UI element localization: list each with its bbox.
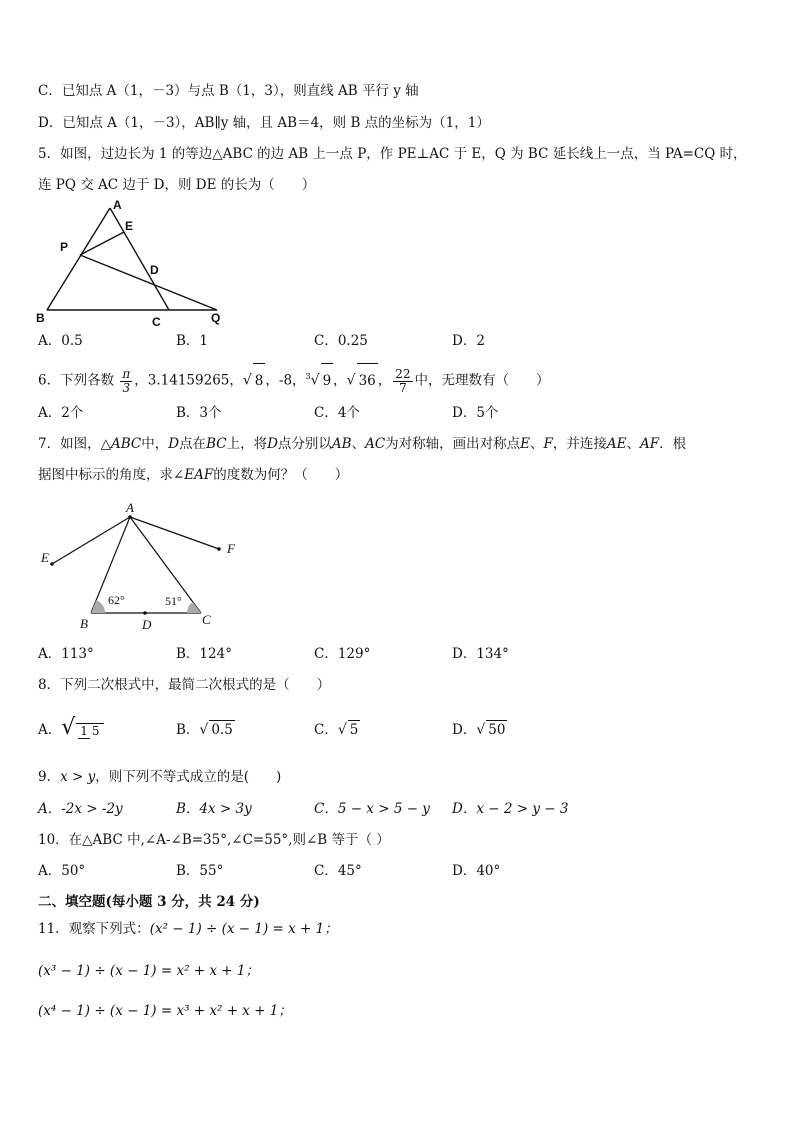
q11-line1 (38, 920, 338, 938)
q8-option-b-label: B． (176, 722, 200, 738)
q6-part3: ，-8， (265, 372, 306, 389)
q11-eq3: (x⁴ − 1) ÷ (x − 1) = x³ + x² + x + 1； (38, 1003, 292, 1019)
q11-prefix: 11．观察下列式： (38, 921, 150, 937)
q7-segment-bc: BC (206, 436, 227, 452)
q7-text: 据图中标示的角度，求 (38, 467, 173, 483)
q10-option-d: D．40° (452, 863, 501, 879)
q7-fig-label-e: E (41, 550, 49, 565)
q8-option-a (38, 708, 106, 750)
q8-option-b-radicand: 0.5 (211, 722, 233, 738)
q6-option-c: C．4个 (314, 405, 360, 421)
q6-option-a: A．2个 (38, 405, 84, 421)
q7-text: 、 (530, 436, 544, 452)
q8-option-a-den: 5 (91, 724, 100, 738)
q7-segment-ae: AE (606, 436, 627, 452)
q8-option-c-label: C． (314, 722, 338, 738)
q10-option-a: A．50° (38, 863, 86, 879)
radical-sign-icon: √ (199, 722, 209, 738)
q7-text: 中， (141, 436, 169, 452)
q9-stem (38, 768, 281, 786)
q7-point-d: D (168, 436, 180, 452)
q7-text: 上，将 (226, 436, 268, 452)
q5-stem-line2: 连 PQ 交 AC 边于 D，则 DE 的长为（ ） (38, 177, 316, 193)
q7-fig-label-a: A (126, 500, 134, 515)
q6-three: 3 (122, 380, 131, 395)
q6-suffix: 中，无理数有（ ） (414, 372, 550, 389)
q7-fig-angle-62: 62° (108, 593, 125, 607)
q7-option-d: D．134° (452, 646, 509, 662)
radical-sign-icon: √ (310, 372, 320, 389)
q9-option-d: D．x − 2 > y − 3 (452, 801, 569, 817)
q4-option-c: C．已知点 A（1，－3）与点 B（1，3），则直线 AB 平行 y 轴 (38, 83, 419, 99)
q8-option-a-num: 1 (80, 724, 88, 738)
q7-figure (30, 496, 250, 634)
q9-condition: x > y (60, 769, 96, 785)
q8-option-c (314, 720, 360, 739)
q6-part2: ，3.14159265， (134, 372, 243, 389)
radical-sign-icon: √ (476, 722, 486, 738)
q7-option-c: C．129° (314, 646, 371, 662)
q6-pi-over-3 (120, 368, 132, 395)
q9-option-b: B．4x > 3y (176, 801, 252, 817)
radical-sign-icon: √ (242, 372, 252, 389)
q7-option-a: A．113° (38, 646, 94, 662)
q6-sqrt8: 8 (253, 363, 266, 398)
q7-text: ．根 (659, 436, 687, 452)
q5-label-q: Q (211, 311, 221, 325)
q7-point-d: D (267, 436, 278, 452)
q5-option-c: C．0.25 (314, 333, 368, 349)
q7-stem-line1 (38, 435, 686, 453)
q7-fig-label-c: C (202, 612, 211, 627)
q6-option-b: B．3个 (176, 405, 222, 421)
q10-stem: 10．在△ABC 中,∠A-∠B=35°,∠C=55°,则∠B 等于（ ） (38, 832, 390, 848)
q7-stem-line2 (38, 466, 348, 484)
q7-option-b: B．124° (176, 646, 232, 662)
q5-label-a: A (113, 198, 122, 212)
q5-triangle-figure (30, 194, 230, 326)
q7-text: ，并连接 (552, 436, 607, 452)
radical-sign-icon: √ (337, 722, 347, 738)
q6-prefix: 6．下列各数 (38, 372, 115, 389)
q8-option-b (176, 720, 235, 739)
q8-option-d-radicand: 50 (488, 722, 506, 738)
q5-label-e: E (125, 219, 134, 233)
q6-stem: 6．下列各数 $\frac{\pi}{3}$ ，3.14159265，√ 8 ，-8，$^3$√ 9 ，√ 36 ， $\frac{22}{7}$ 中，无理数有（ ） (38, 360, 550, 398)
q6-pi: π (122, 366, 131, 381)
q7-text: 7．如图， (38, 436, 101, 452)
q6-option-d: D．5个 (452, 405, 499, 421)
q8-option-d (452, 720, 507, 739)
q5-option-d: D．2 (452, 333, 485, 349)
q6-cube-index: 3 (305, 372, 311, 381)
q10-option-c: C．45° (314, 863, 362, 879)
q7-point-e: E (520, 436, 531, 452)
q7-fig-label-b: B (80, 616, 88, 631)
q7-text: 、 (626, 436, 641, 452)
q7-segment-ab: AB (331, 436, 352, 452)
q5-label-c: C (152, 315, 161, 326)
q8-option-d-label: D． (452, 722, 477, 738)
q7-text: 为对称轴，画出对称点 (385, 436, 521, 452)
q7-segment-af: AF (640, 436, 660, 452)
q5-stem-line1: 5．如图，过边长为 1 的等边△ABC 的边 AB 上一点 P，作 PE⊥AC 于 E，Q 为 BC 延长线上一点，当 PA=CQ 时， (38, 146, 747, 162)
q11-eq1: (x² − 1) ÷ (x − 1) = x + 1； (149, 921, 338, 937)
q5-label-b: B (36, 311, 45, 325)
q10-option-b: B．55° (176, 863, 224, 879)
q5-label-d: D (150, 263, 159, 277)
q11-eq2: (x³ − 1) ÷ (x − 1) = x² + x + 1； (38, 963, 259, 979)
radical-sign-icon: √ (346, 372, 356, 389)
radical-sign-icon: √ (61, 715, 76, 740)
q6-22: 22 (395, 366, 411, 381)
section-2-title: 二、填空题(每小题 3 分，共 24 分) (38, 894, 260, 910)
q6-sqrt36: 36 (357, 363, 378, 398)
q9-text: ，则下列不等式成立的是( ) (95, 769, 282, 785)
q7-text: 、 (351, 436, 366, 452)
q5-label-p: P (60, 240, 69, 254)
q5-option-b: B．1 (176, 333, 209, 349)
q7-angle-eaf: ∠EAF (173, 467, 214, 483)
q7-segment-ac: AC (365, 436, 386, 452)
q9-option-a: A．-2x > -2y (38, 801, 123, 817)
q4-option-d: D．已知点 A（1，－3），AB∥y 轴，且 AB＝4，则 B 点的坐标为（1，1） (38, 115, 490, 131)
q8-option-c-radicand: 5 (349, 722, 359, 738)
q7-text: 点在 (179, 436, 207, 452)
q7-point-f: F (543, 436, 553, 452)
q9-option-c: C．5 − x > 5 − y (314, 801, 430, 817)
q6-22-over-7 (393, 368, 412, 395)
q6-7: 7 (399, 380, 407, 395)
q7-triangle: △ABC (100, 436, 142, 452)
q9-number: 9． (38, 769, 61, 785)
q8-option-a-frac (76, 723, 103, 738)
q7-fig-label-f: F (227, 541, 235, 556)
q8-option-a-label: A． (38, 722, 62, 738)
q6-cbrt9: 9 (321, 363, 334, 398)
q7-fig-label-d: D (142, 617, 152, 632)
q7-text: 点分别以 (277, 436, 332, 452)
q8-stem: 8．下列二次根式中，最简二次根式的是（ ） (38, 677, 331, 693)
q7-fig-angle-51: 51° (165, 594, 182, 608)
q7-text: 的度数为何？（ ） (213, 467, 349, 483)
q5-option-a: A．0.5 (38, 333, 83, 349)
